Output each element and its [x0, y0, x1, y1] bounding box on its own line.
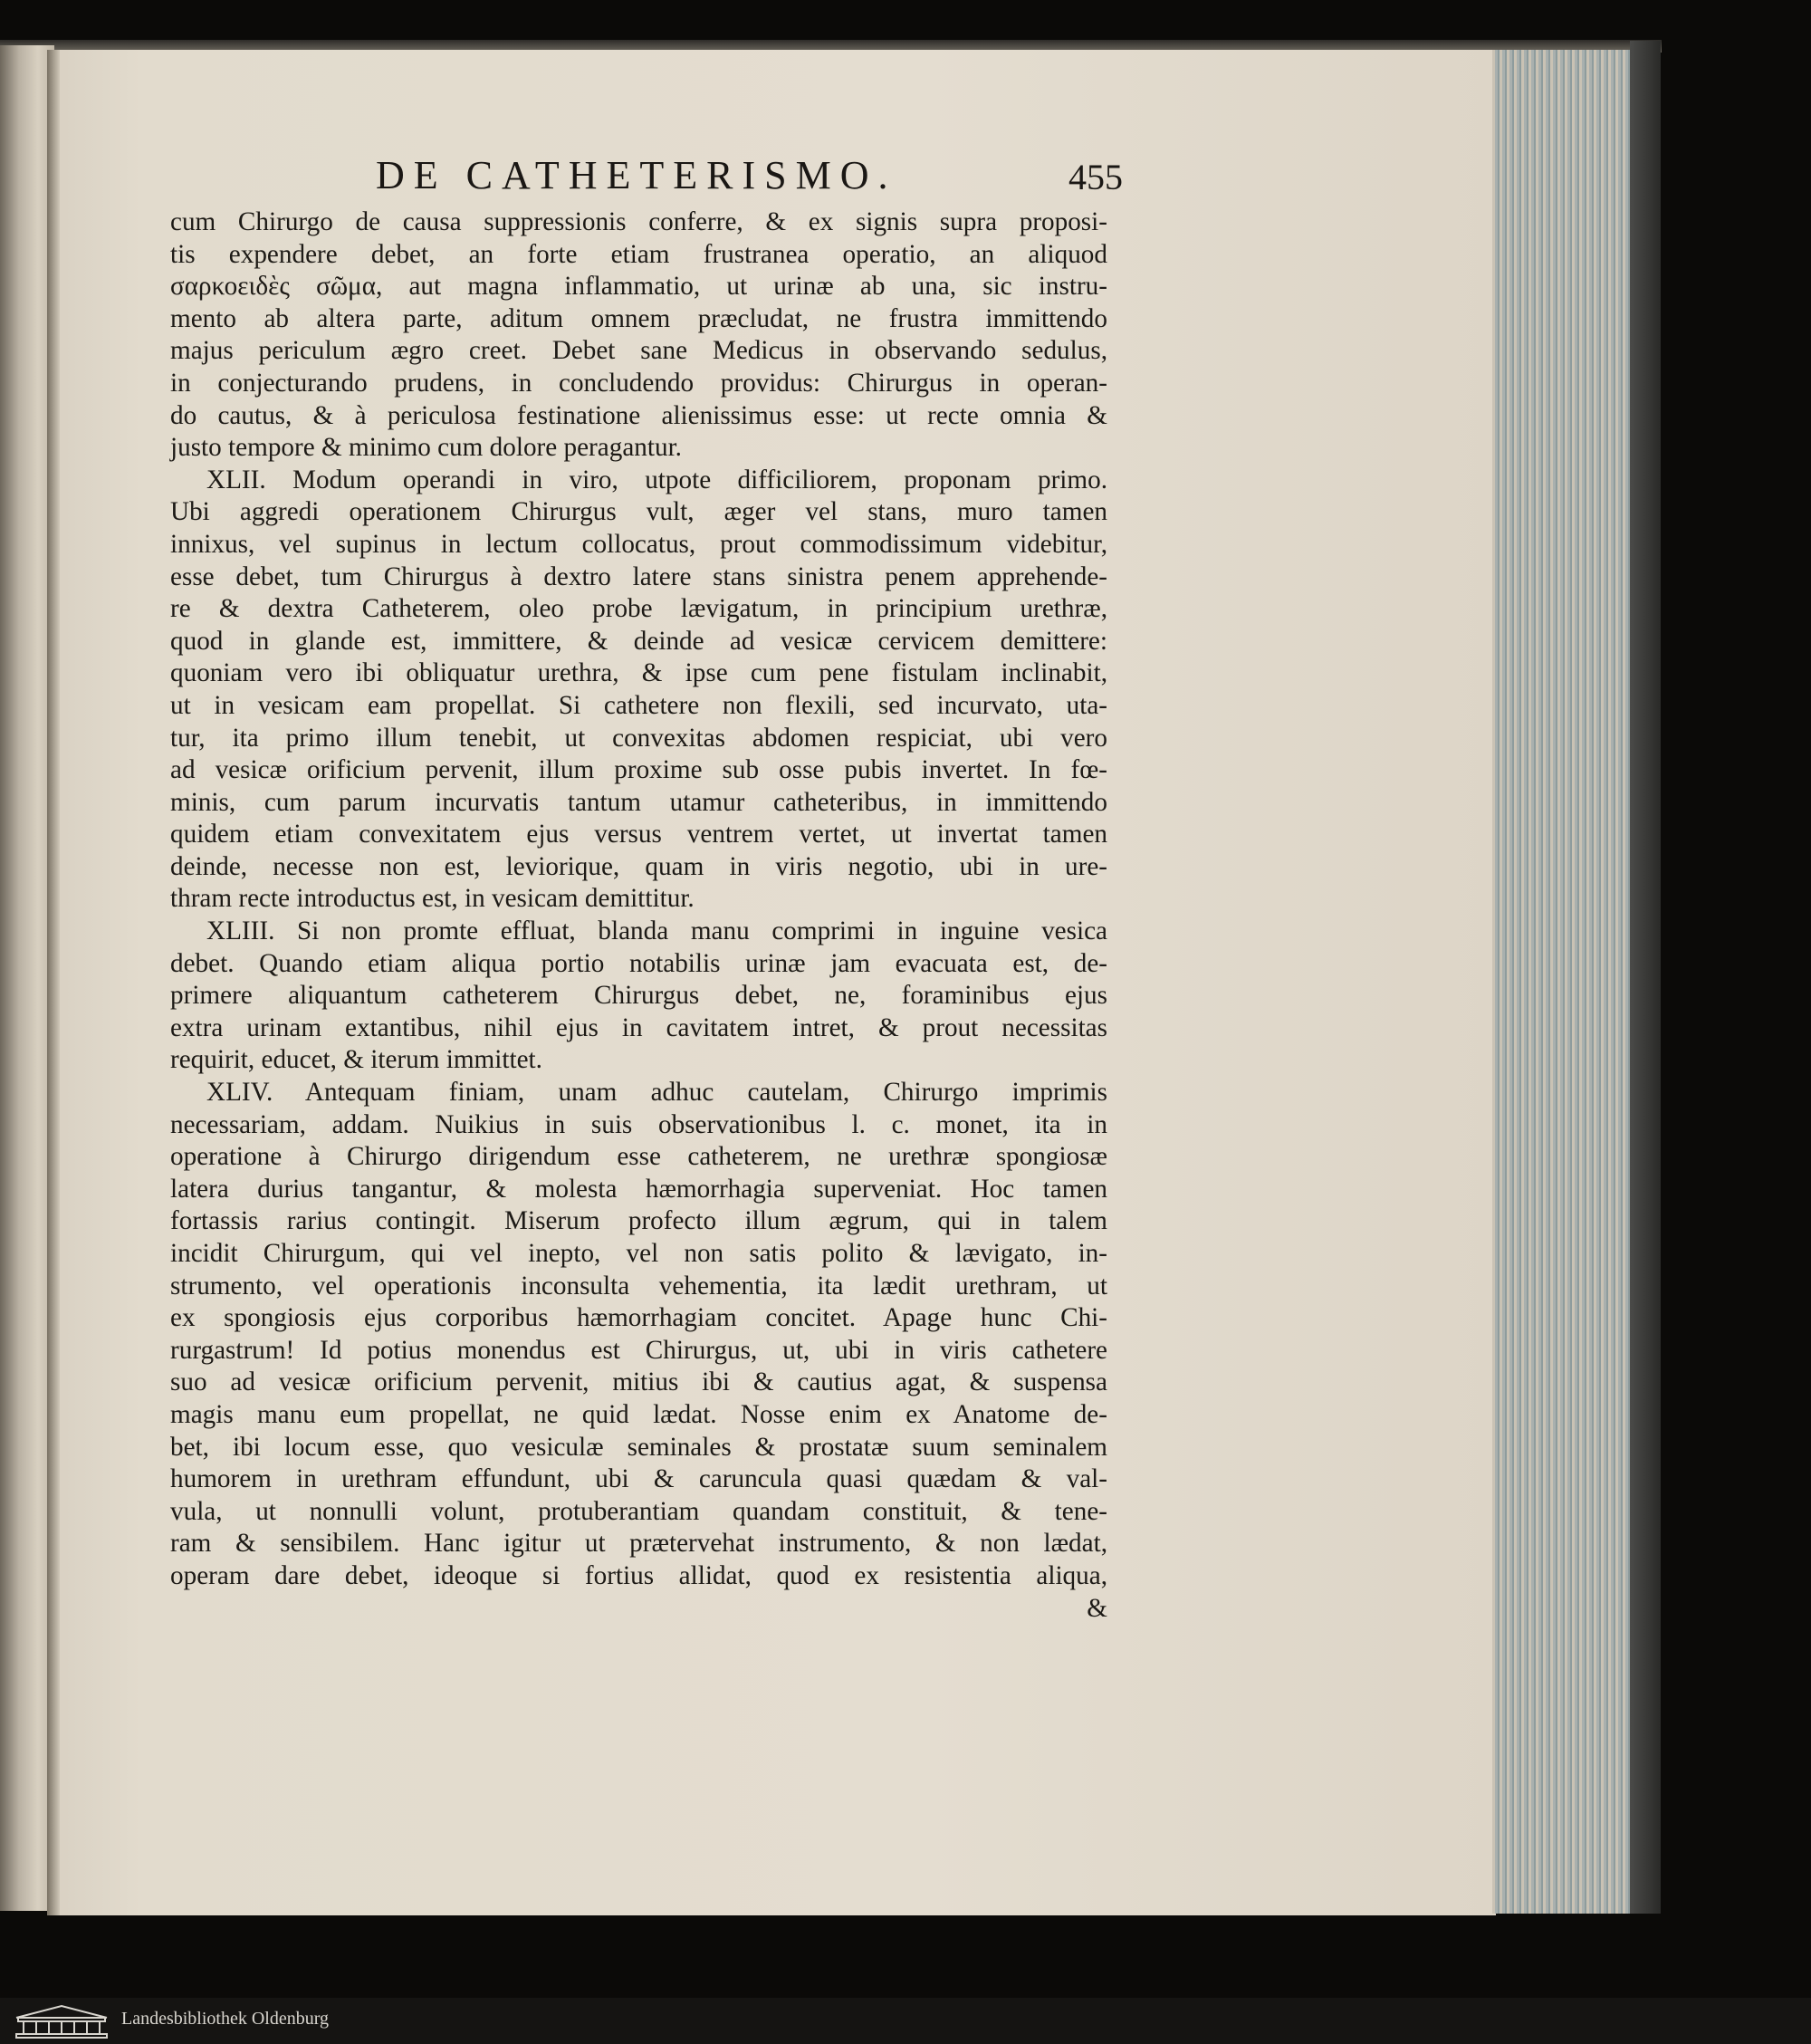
- text-line: latera durius tangantur, & molesta hæmorrhagia superveniat. Hoc tamen: [170, 1174, 1107, 1204]
- library-building-icon: [13, 2003, 110, 2039]
- running-title: DE CATHETERISMO.: [376, 153, 897, 197]
- text-line: innixus, vel supinus in lectum collocatus, prout commodissimum videbitur,: [170, 529, 1107, 559]
- text-line: suo ad vesicæ orificium pervenit, mitius ibi & cautius agat, & suspensa: [170, 1367, 1107, 1397]
- text-line: in conjecturando prudens, in concludendo providus: Chirurgus in operan-: [170, 368, 1107, 398]
- text-line: minis, cum parum incurvatis tantum utamur catheteribus, in immittendo: [170, 787, 1107, 817]
- text-line: ut in vesicam eam propellat. Si cathetere non flexili, sed incurvato, uta-: [170, 690, 1107, 720]
- text-line: re & dextra Catheterem, oleo probe lævigatum, in principium urethræ,: [170, 594, 1107, 624]
- text-line: operatione à Chirurgo dirigendum esse catheterem, ne urethræ spongiosæ: [170, 1142, 1107, 1172]
- paragraph-start-xlii: XLII. Modum operandi in viro, utpote difficiliorem, proponam primo.: [206, 465, 1107, 494]
- book-cover-right: [1630, 41, 1661, 1914]
- text-line: vula, ut nonnulli volunt, protuberantiam quandam constituit, & tene-: [170, 1496, 1107, 1526]
- text-line: ad vesicæ orificium pervenit, illum proxime sub osse pubis invertet. In fœ-: [170, 755, 1107, 785]
- text-line: justo tempore & minimo cum dolore peragantur.: [170, 433, 682, 463]
- text-line: thram recte introductus est, in vesicam demittitur.: [170, 884, 695, 914]
- text-line: fortassis rarius contingit. Miserum profecto illum ægrum, qui in talem: [170, 1206, 1107, 1236]
- text-line: primere aliquantum catheterem Chirurgus debet, ne, foraminibus ejus: [170, 981, 1107, 1011]
- paragraph-start-xliv: XLIV. Antequam finiam, unam adhuc cautelam, Chirurgo imprimis: [206, 1078, 1107, 1108]
- text-line: rurgastrum! Id potius monendus est Chirurgus, ut, ubi in viris cathetere: [170, 1335, 1107, 1365]
- text-line: necessariam, addam. Nuikius in suis observationibus l. c. monet, ita in: [170, 1109, 1107, 1139]
- paragraph-start-xliii: XLIII. Si non promte effluat, blanda manu comprimi in inguine vesica: [206, 916, 1107, 946]
- catchword: &: [1087, 1593, 1107, 1623]
- library-name: Landesbibliothek Oldenburg: [121, 2009, 330, 2029]
- text-line: mento ab altera parte, aditum omnem præcludat, ne frustra immittendo: [170, 303, 1107, 333]
- body-text: [170, 206, 1107, 1625]
- text-line: strumento, vel operationis inconsulta vehementia, ita lædit urethram, ut: [170, 1271, 1107, 1300]
- text-line: majus periculum ægro creet. Debet sane Medicus in observando sedulus,: [170, 336, 1107, 366]
- text-line: quidem etiam convexitatem ejus versus ventrem vertet, ut invertat tamen: [170, 820, 1107, 849]
- text-line: incidit Chirurgum, qui vel inepto, vel non satis polito & lævigato, in-: [170, 1239, 1107, 1268]
- text-line: debet. Quando etiam aliqua portio notabilis urinæ jam evacuata est, de-: [170, 948, 1107, 978]
- text-line: requirit, educet, & iterum immittet.: [170, 1045, 542, 1075]
- text-line: operam dare debet, ideoque si fortius allidat, quod ex resistentia aliqua,: [170, 1560, 1107, 1590]
- text-line: humorem in urethram effundunt, ubi & caruncula quasi quædam & val-: [170, 1464, 1107, 1494]
- text-line: bet, ibi locum esse, quo vesiculæ seminales & prostatæ suum seminalem: [170, 1432, 1107, 1462]
- page-header: [172, 152, 1123, 206]
- text-line: tis expendere debet, an forte etiam frustranea operatio, an aliquod: [170, 239, 1107, 269]
- book-gutter: [47, 50, 60, 1915]
- text-line: quoniam vero ibi obliquatur urethra, & ipse cum pene fistulam inclinabit,: [170, 658, 1107, 688]
- text-line: esse debet, tum Chirurgus à dextro latere stans sinistra penem apprehende-: [170, 561, 1107, 591]
- text-line: do cautus, & à periculosa festinatione alienissimus esse: ut recte omnia &: [170, 400, 1107, 430]
- footer-bar: [0, 1998, 1811, 2044]
- text-line: σαρκοειδὲς σῶμα, aut magna inflammatio, ut urinæ ab una, sic instru-: [170, 272, 1107, 302]
- text-line: Ubi aggredi operationem Chirurgus vult, æger vel stans, muro tamen: [170, 497, 1107, 527]
- text-line: ram & sensibilem. Hanc igitur ut prætervehat instrumento, & non lædat,: [170, 1529, 1107, 1559]
- text-line: extra urinam extantibus, nihil ejus in cavitatem intret, & prout necessitas: [170, 1012, 1107, 1042]
- text-line: tur, ita primo illum tenebit, ut convexitas abdomen respiciat, ubi vero: [170, 723, 1107, 753]
- text-line: cum Chirurgo de causa suppressionis conferre, & ex signis supra proposi-: [170, 207, 1107, 236]
- page-number: 455: [1068, 157, 1123, 197]
- left-page-edge: [0, 45, 54, 1911]
- text-line: deinde, necesse non est, leviorique, quam in viris negotio, ubi in ure-: [170, 851, 1107, 881]
- text-line: ex spongiosis ejus corporibus hæmorrhagiam concitet. Apage hunc Chi-: [170, 1303, 1107, 1333]
- text-line: magis manu eum propellat, ne quid lædat. Nosse enim ex Anatome de-: [170, 1399, 1107, 1429]
- page-stack-edges: [1492, 50, 1633, 1914]
- text-line: quod in glande est, immittere, & deinde ad vesicæ cervicem demittere:: [170, 626, 1107, 656]
